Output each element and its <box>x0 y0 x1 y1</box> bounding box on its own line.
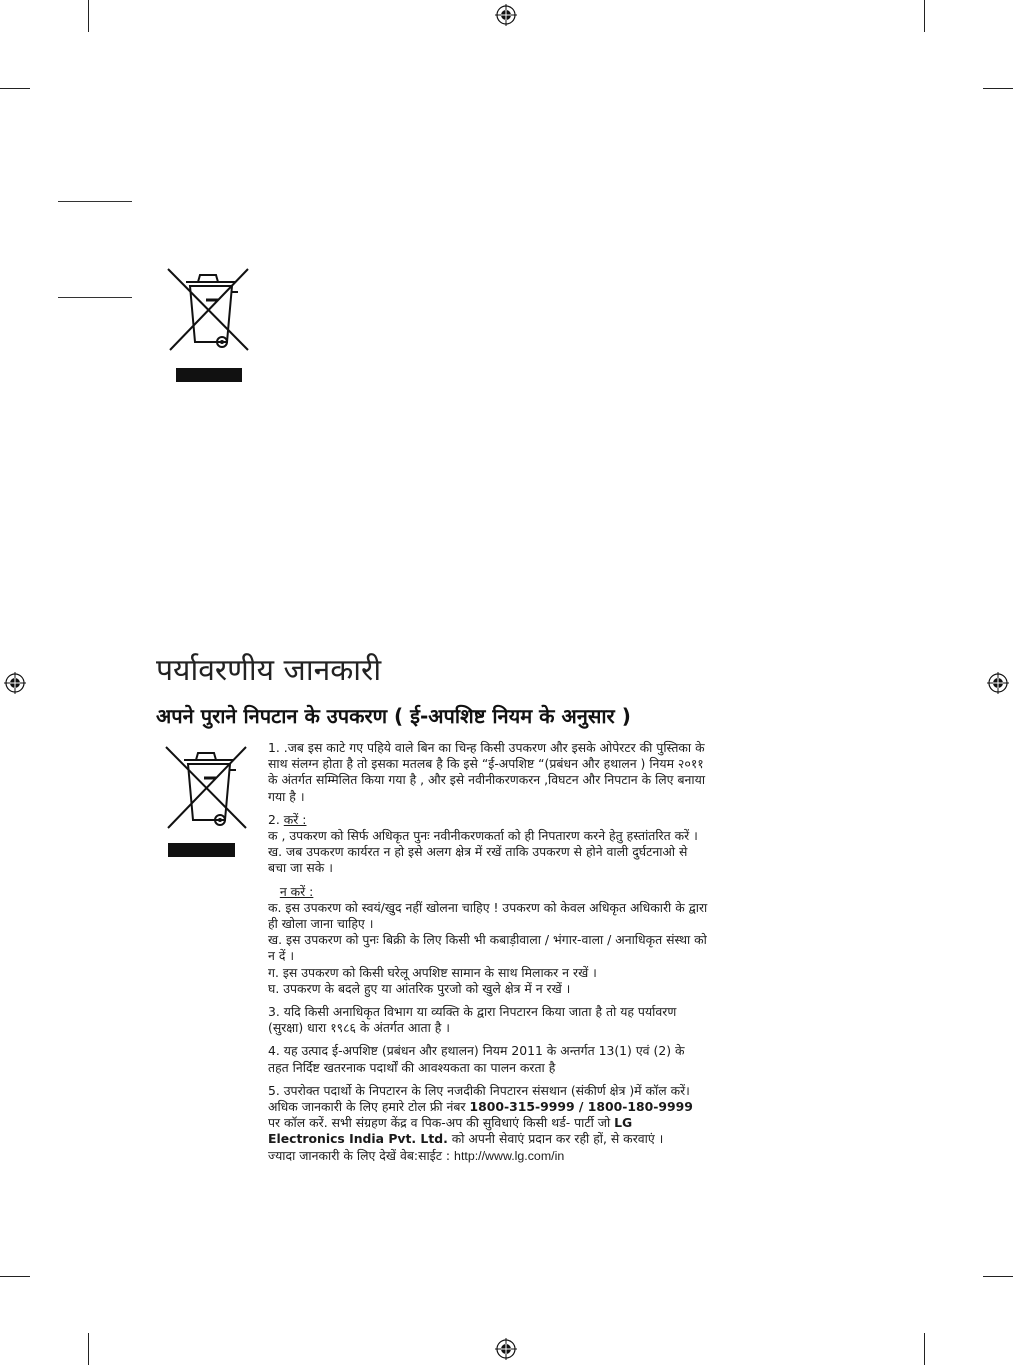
paragraph-5 <box>268 1083 708 1148</box>
crop-mark-left-top <box>0 88 30 89</box>
website-label: ज्यादा जानकारी के लिए देखें वेब:साईट : <box>268 1147 455 1163</box>
website-line <box>268 1148 708 1164</box>
page-title: पर्यावरणीय जानकारी <box>156 653 382 688</box>
crossed-out-wheelie-bin-icon <box>166 266 250 354</box>
toll-free-number: 1800-315-9999 / 1800-180-9999 <box>469 1099 693 1115</box>
paragraph-5-text-b: पर कॉल करें. सभी संग्रहण केंद्र व पिक-अप की सुविधाएं किसी थर्ड- पार्टी जो <box>268 1115 615 1131</box>
crop-mark-top-right <box>924 0 925 32</box>
side-rule-lower <box>58 297 132 298</box>
crop-mark-right-top <box>983 88 1013 89</box>
section-title: अपने पुराने निपटान के उपकरण ( ई-अपशिष्ट नियम के अनुसार ) <box>156 704 631 728</box>
paragraph-3: 3. यदि किसी अनाधिकृत विभाग या व्यक्ति के द्वारा निपटारन किया जाता है तो यह पर्यावरण (सुरक्षा) धारा १९८६ के अंतर्गत आता है । <box>268 1004 677 1036</box>
do-number: 2. <box>268 811 284 827</box>
crop-mark-bottom-left <box>88 1333 89 1365</box>
registration-mark-left-icon <box>4 672 26 694</box>
side-rule-upper <box>58 201 132 202</box>
dont-item-c: ग. इस उपकरण को किसी घरेलू अपशिष्ट सामान के साथ मिलाकर न रखें । <box>268 964 597 980</box>
crop-mark-right-bottom <box>983 1276 1013 1277</box>
do-label: करें : <box>283 811 307 827</box>
dont-item-b: ख. इस उपकरण को पुनः बिक्री के लिए किसी भी कबाड़ीवाला / भंगार-वाला / अनाधिकृत संस्था को न दें । <box>268 932 707 964</box>
body-text <box>268 740 708 1164</box>
paragraph-4: 4. यह उत्पाद ई-अपशिष्ट (प्रबंधन और हथालन) नियम 2011 के अन्तर्गत 13(1) एवं (2) के तहत निर्दिष्ट खतरनाक पदार्थों की आवश्यकता का पालन करता है <box>268 1043 685 1075</box>
bin-icon-bar <box>176 368 242 382</box>
crop-mark-bottom-right <box>924 1333 925 1365</box>
dont-item-d: घ. उपकरण के बदले हुए या आंतरिक पुरजो को खुले क्षेत्र में न रखें । <box>268 980 571 996</box>
registration-mark-top-icon <box>495 4 517 26</box>
crop-mark-left-bottom <box>0 1276 30 1277</box>
paragraph-5-text-a: 5. उपरोक्त पदार्थो के निपटारन के लिए नजदीकी निपटारन संसथान (संकीर्ण क्षेत्र )में कॉल करें। अधिक जानकारी के लिए हमारे टोल फ्री नंबर <box>268 1082 690 1115</box>
website-link[interactable]: http://www.lg.com/in <box>454 1148 565 1163</box>
do-item-a: क , उपकरण को सिर्फ अधिकृत पुनः नवीनीकरणकर्ता को ही निपतारण करने हेतु हस्तांतरित करें । <box>268 828 698 844</box>
dont-item-a: क. इस उपकरण को स्वयं/खुद नहीं खोलना चाहिए ! उपकरण को केवल अधिकृत अधिकारी के द्वारा ही खोला जाना चाहिए । <box>268 899 708 932</box>
paragraph-5-text-c: को अपनी सेवाएं प्रदान कर रही हों, से करवाएं । <box>447 1131 664 1147</box>
crossed-out-wheelie-bin-icon-lower <box>164 744 248 832</box>
company-name: LG Electronics India Pvt. Ltd. <box>268 1115 633 1147</box>
registration-mark-bottom-icon <box>495 1338 517 1360</box>
crop-mark-top-left <box>88 0 89 32</box>
do-heading <box>268 812 708 828</box>
bin-icon-bar-lower <box>168 843 235 857</box>
dont-heading <box>268 884 708 900</box>
paragraph-1: 1. .जब इस काटे गए पहिये वाले बिन का चिन्ह किसी उपकरण और इसके ओपेरटर की पुस्तिका के साथ संलग्न होता है तो इसका मतलब है कि इसे “ई-अपशिष्ट “(प्रबंधन और हथालन ) नियम २०११ के अंतर्गत सम्मिलित किया गया है , और इसे नवीनीकरणकरन ,विघटन और निपटान के लिए बनाया गया है । <box>268 740 706 804</box>
registration-mark-right-icon <box>987 672 1009 694</box>
do-item-b: ख. जब उपकरण कार्यरत न हो इसे अलग क्षेत्र में रखें ताकि उपकरण से होने वाली दुर्घटनाओ से बचा जा सके । <box>268 844 688 876</box>
dont-label: न करें : <box>279 883 314 899</box>
